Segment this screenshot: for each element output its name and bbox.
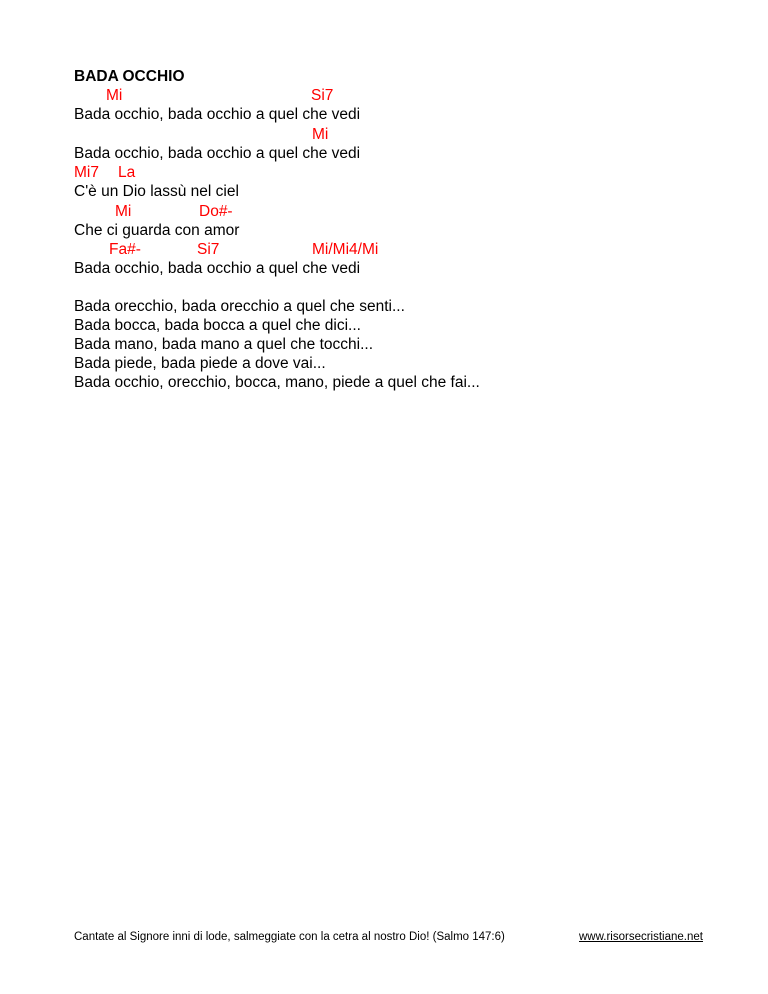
lyric-line-5: Bada occhio, bada occhio a quel che vedi	[74, 260, 361, 277]
stanza-line: Bada mano, bada mano a quel che tocchi...	[74, 336, 374, 353]
footer-quote: Cantate al Signore inni di lode, salmeggiate con la cetra al nostro Dio! (Salmo 147:6)	[74, 931, 505, 943]
stanza-line: Bada orecchio, bada orecchio a quel che senti...	[74, 298, 405, 315]
chord-si7-1: Si7	[311, 87, 334, 104]
lyric-line-3: C'è un Dio lassù nel ciel	[74, 183, 239, 200]
chord-mi7: Mi7	[74, 164, 99, 181]
lyric-line-2: Bada occhio, bada occhio a quel che vedi	[74, 145, 361, 162]
stanza-line: Bada piede, bada piede a dove vai...	[74, 355, 326, 372]
lyric-line-1: Bada occhio, bada occhio a quel che vedi	[74, 106, 361, 123]
chord-mi-3: Mi	[115, 203, 132, 220]
footer-link[interactable]: www.risorsecristiane.net	[579, 931, 703, 943]
song-title: BADA OCCHIO	[74, 68, 185, 85]
lyric-line-4: Che ci guarda con amor	[74, 222, 240, 239]
chord-fa-sharp-minor: Fa#-	[109, 241, 141, 258]
chord-si7-2: Si7	[197, 241, 220, 258]
chord-mi-mi4-mi: Mi/Mi4/Mi	[312, 241, 379, 258]
stanza-line: Bada bocca, bada bocca a quel che dici...	[74, 317, 361, 334]
chord-mi-1: Mi	[106, 87, 123, 104]
stanza-line: Bada occhio, orecchio, bocca, mano, piede a quel che fai...	[74, 374, 480, 391]
chord-la: La	[118, 164, 136, 181]
chord-do-sharp-minor: Do#-	[199, 203, 233, 220]
chord-mi-2: Mi	[312, 126, 329, 143]
